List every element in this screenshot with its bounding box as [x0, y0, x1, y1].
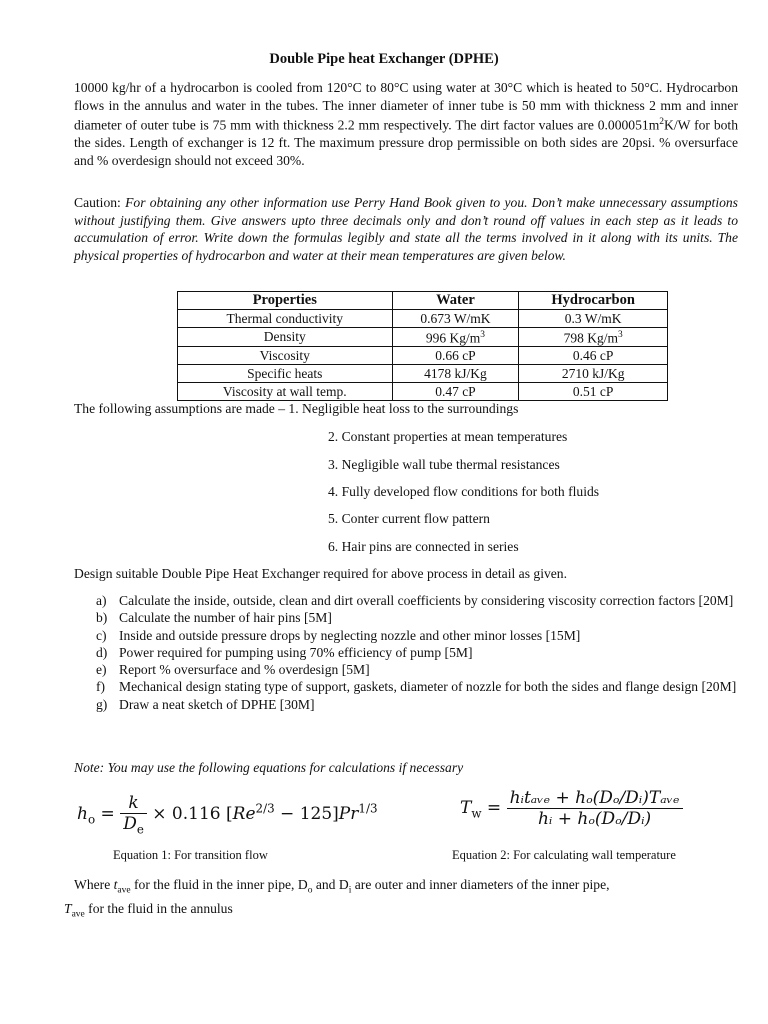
- where-paragraph: [64, 876, 744, 925]
- equation-1-caption: Equation 1: For transition flow: [113, 848, 268, 862]
- table-row: [178, 382, 668, 400]
- assumption-item: 3. Negligible wall tube thermal resistances: [328, 457, 560, 472]
- table-cell: 0.46 cP: [519, 346, 668, 364]
- where-tave-sub: ave: [117, 885, 131, 896]
- table-cell: 0.47 cP: [392, 382, 519, 400]
- caution-label: Caution:: [74, 195, 126, 210]
- eq1-fraction: [120, 793, 147, 836]
- eq1-den-sub: e: [136, 822, 144, 837]
- task-label: b): [96, 610, 108, 626]
- table-cell: Viscosity: [178, 346, 393, 364]
- list-item: [96, 678, 738, 695]
- properties-table: [177, 291, 668, 401]
- assumptions-intro: The following assumptions are made – 1. Negligible heat loss to the surroundings: [74, 401, 519, 416]
- task-label: e): [96, 662, 107, 678]
- eq1-lhs: h: [77, 804, 88, 825]
- eq2-equals: =: [481, 798, 507, 818]
- table-cell: 2710 kJ/Kg: [519, 364, 668, 382]
- table-cell: [392, 328, 519, 347]
- eq1-numerator: k: [128, 793, 139, 813]
- list-item: [96, 609, 738, 626]
- eq1-denominator: [120, 813, 147, 836]
- task-list: [96, 592, 738, 713]
- density-hc: 798 Kg/m: [563, 330, 619, 346]
- table-row: [178, 328, 668, 347]
- caution-text: For obtaining any other information use Perry Hand Book given to you. Don’t make unnecessary assumptions without justifying them. Give answers upto three decimals only and don’t round off values in each step as it leads to accumulation of error. Write down the formulas legibly and state all the terms involved in it along with its units. The physical properties of hydrocarbon and water at their mean temperatures are given below.: [74, 195, 738, 263]
- task-label: f): [96, 679, 106, 695]
- eq2-fraction: [507, 788, 683, 829]
- where-text-3: and D: [312, 877, 349, 892]
- table-cell: Thermal conductivity: [178, 310, 393, 328]
- task-label: d): [96, 644, 108, 660]
- list-item: [96, 696, 738, 713]
- table-header: Properties: [178, 292, 393, 310]
- eq2-lhs: T: [460, 798, 472, 818]
- problem-statement: [74, 79, 738, 170]
- equation-1: [77, 793, 378, 836]
- eq1-den-symbol: D: [123, 814, 137, 834]
- where-text-1: Where: [74, 877, 114, 892]
- table-cell: Density: [178, 328, 393, 347]
- eq2-lhs-sub: w: [471, 806, 482, 821]
- eq1-re: Re: [232, 804, 256, 825]
- table-header-row: [178, 292, 668, 310]
- task-label: a): [96, 593, 107, 608]
- task-label: c): [96, 627, 107, 643]
- table-header: Water: [392, 292, 519, 310]
- where-Tave: T: [64, 901, 72, 917]
- eq1-pr-exp: 1/3: [358, 801, 378, 816]
- task-text: Draw a neat sketch of DPHE [30M]: [119, 696, 315, 712]
- eq1-equals: =: [95, 804, 121, 825]
- where-do-sub: o: [307, 885, 313, 896]
- problem-text-1: 10000 kg/hr of a hydrocarbon is cooled from 120°C to 80°C using water at 30°C which is heated to 50°C. Hydrocarbon flows in the annulus and water in the tubes. The inner diameter of inner tube is 50 mm with thickness 2 mm and inner diameter of outer tube is 75 mm with thickness 2.2 mm respectively. The dirt factor values are 0.000051m: [74, 80, 738, 133]
- table-cell: Specific heats: [178, 364, 393, 382]
- eq2-numerator: hᵢtₐᵥₑ + hₒ(Dₒ/Dᵢ)Tₐᵥₑ: [509, 788, 680, 808]
- where-di-sub: i: [348, 885, 352, 896]
- assumption-item: 5. Conter current flow pattern: [328, 511, 490, 526]
- table-row: [178, 364, 668, 382]
- table-cell: Viscosity at wall temp.: [178, 382, 393, 400]
- eq2-denominator: hᵢ + hₒ(Dₒ/Dᵢ): [507, 808, 683, 829]
- problem-superscript: 2: [659, 117, 665, 128]
- equation-2-caption: Equation 2: For calculating wall temperature: [452, 848, 676, 862]
- where-text-2: for the fluid in the inner pipe, D: [130, 877, 308, 892]
- problem-text-2: K/W for both the sides. Length of exchanger is 12 ft. The maximum pressure drop permissible on both sides are 20psi. % oversurface and % overdesign should not exceed 30%.: [74, 117, 738, 168]
- equation-2: [460, 788, 683, 829]
- where-text-4: are outer and inner diameters of the inner pipe,: [351, 877, 610, 892]
- where-Tave-sub: ave: [71, 910, 85, 921]
- where-text-5: for the fluid in the annulus: [84, 901, 233, 917]
- assumption-item: 2. Constant properties at mean temperatures: [328, 429, 568, 444]
- task-text: Inside and outside pressure drops by neglecting nozzle and other minor losses [15M]: [119, 627, 581, 643]
- table-header: Hydrocarbon: [519, 292, 668, 310]
- table-cell: [519, 328, 668, 347]
- eq1-pr: Pr: [338, 804, 359, 825]
- caution-paragraph: [74, 194, 738, 264]
- note-text: Note: You may use the following equations for calculations if necessary: [74, 760, 464, 775]
- table-cell: 0.51 cP: [519, 382, 668, 400]
- eq1-times: × 0.116 [: [146, 804, 233, 825]
- design-intro: Design suitable Double Pipe Heat Exchanger required for above process in detail as given.: [74, 566, 567, 581]
- assumption-item: 6. Hair pins are connected in series: [328, 539, 519, 554]
- task-text: Calculate the inside, outside, clean and dirt overall coefficients by considering viscosity correction factors [20M]: [119, 593, 734, 608]
- assumption-item: 4. Fully developed flow conditions for both fluids: [328, 484, 600, 499]
- table-cell: 0.3 W/mK: [519, 310, 668, 328]
- list-item: [96, 592, 738, 609]
- task-label: g): [96, 696, 108, 712]
- density-water: 996 Kg/m: [425, 330, 481, 346]
- task-text: Calculate the number of hair pins [5M]: [119, 610, 332, 626]
- eq1-re-exp: 2/3: [255, 801, 275, 816]
- eq1-lhs-sub: o: [87, 812, 96, 827]
- table-cell: 4178 kJ/Kg: [392, 364, 519, 382]
- list-item: [96, 661, 738, 678]
- table-row: [178, 310, 668, 328]
- task-text: Mechanical design stating type of support, gaskets, diameter of nozzle for both the sides and flange design [20M]: [119, 679, 737, 695]
- page-title: Double Pipe heat Exchanger (DPHE): [269, 51, 499, 67]
- eq1-minus: − 125]: [274, 804, 339, 825]
- task-text: Report % oversurface and % overdesign [5M]: [119, 662, 370, 678]
- table-cell: 0.673 W/mK: [392, 310, 519, 328]
- where-tave: t: [113, 877, 118, 892]
- table-cell: 0.66 cP: [392, 346, 519, 364]
- list-item: [96, 644, 738, 661]
- task-text: Power required for pumping using 70% efficiency of pump [5M]: [119, 644, 473, 660]
- table-row: [178, 346, 668, 364]
- list-item: [96, 627, 738, 644]
- density-exponent: 3: [480, 330, 485, 340]
- density-exponent: 3: [618, 330, 623, 340]
